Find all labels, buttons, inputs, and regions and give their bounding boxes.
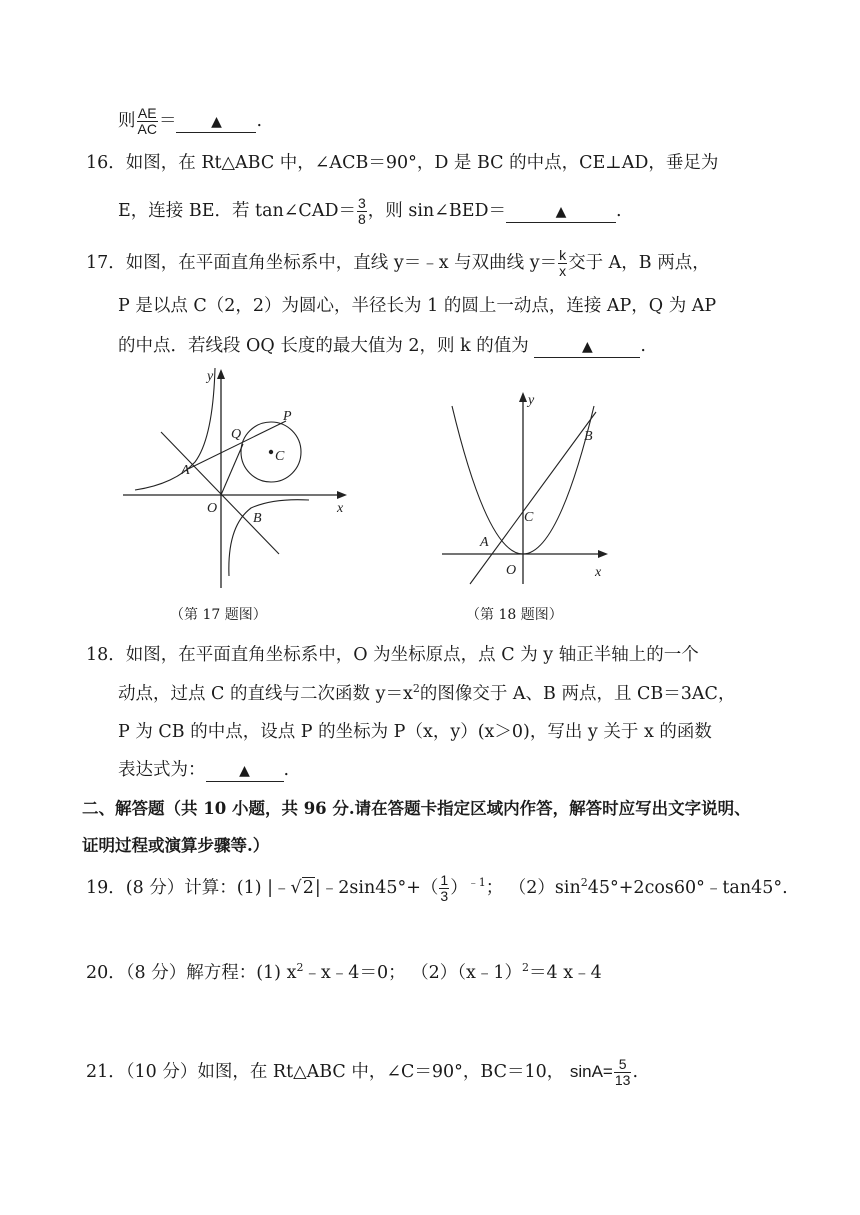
- figure-17: [115, 366, 355, 596]
- fig17-label-B: B: [253, 511, 262, 526]
- q19-prefix: 19．(8 分）计算：(1) |﹣: [86, 878, 291, 898]
- q19-part2-a: ； （2）sin: [485, 878, 581, 898]
- q16-text-a: E，连接 BE．若 tan∠CAD＝: [118, 201, 356, 221]
- q19-mid: |﹣2sin45°+（: [314, 878, 439, 898]
- fig17-caption: （第 17 题图）: [170, 607, 267, 623]
- q21-a: 21．（10 分）如图，在 Rt△ABC 中，∠C＝90°，BC＝10，: [86, 1062, 565, 1082]
- q18-line-4: [118, 758, 289, 782]
- q20-sup-2: 2: [522, 961, 530, 975]
- q16-line-2: [118, 196, 622, 227]
- answer-triangle-icon: ▲: [239, 763, 250, 779]
- q17-frac-den: x: [559, 263, 567, 279]
- section2-heading-line-2: 证明过程或演算步骤等.）: [82, 836, 270, 855]
- q18-text-b: 的图像交于 A、B 两点，且 CB＝3AC，: [419, 684, 736, 704]
- fig17-label-y: y: [207, 369, 214, 384]
- q19-fraction: [439, 873, 449, 904]
- fig18-label-y: y: [528, 393, 535, 408]
- q15-prefix: 则: [118, 111, 136, 131]
- q21-frac-den: 13: [614, 1072, 631, 1088]
- fig18-label-O: O: [506, 563, 517, 578]
- q19-sup: ﹣1: [467, 876, 486, 890]
- section2-heading-line-1: 二、解答题（共 10 小题，共 96 分.请在答题卡指定区域内作答，解答时应写出文字说明、: [82, 799, 751, 818]
- q16-frac-num: 3: [358, 195, 366, 211]
- q20-c: ＝4 x﹣4: [529, 963, 602, 983]
- q18-text-a: 动点，过点 C 的直线与二次函数 y＝x: [118, 684, 413, 704]
- answer-triangle-icon: ▲: [555, 204, 567, 220]
- q16-line-1: 16．如图，在 Rt△ABC 中，∠ACB＝90°，D 是 BC 的中点，CE⊥AD，垂足为: [86, 153, 719, 173]
- fig18-label-C: C: [524, 510, 534, 525]
- fig18-caption: （第 18 题图）: [466, 607, 563, 623]
- figure-18: [440, 388, 640, 598]
- q19-frac-num: 1: [440, 872, 449, 888]
- q21-end: .: [632, 1062, 639, 1082]
- q19-frac-den: 3: [440, 888, 449, 904]
- q18-line-1: 18．如图，在平面直角坐标系中，O 为坐标原点，点 C 为 y 轴正半轴上的一个: [86, 645, 699, 665]
- q20-a: 20．（8 分）解方程：(1) x: [86, 963, 297, 983]
- q18-text-4: 表达式为：: [118, 760, 206, 780]
- q19-part2-sup: 2: [580, 876, 588, 890]
- answer-triangle-icon: ▲: [211, 114, 222, 130]
- answer-triangle-icon: ▲: [581, 339, 593, 355]
- q15-frac-den: AC: [137, 121, 157, 137]
- q18-line-2: [118, 682, 735, 706]
- q18-end: .: [283, 760, 290, 780]
- q15-eq: ＝: [158, 111, 177, 131]
- q17-line-1: [86, 248, 710, 279]
- q21-line: [86, 1057, 638, 1088]
- q21-sin-label: sinA=: [569, 1062, 613, 1081]
- sqrt-icon: √: [290, 878, 302, 898]
- q17-text-b: 交于 A，B 两点，: [568, 253, 710, 273]
- fig18-label-A: A: [480, 535, 489, 550]
- q15-frac-num: AE: [137, 105, 157, 121]
- q17-end: .: [640, 336, 646, 356]
- fig17-label-P: P: [283, 409, 292, 424]
- q18-answer-blank[interactable]: [206, 760, 284, 782]
- q17-text-a: 17．如图，在平面直角坐标系中，直线 y＝﹣x 与双曲线 y＝: [86, 253, 558, 273]
- q16-end: .: [616, 201, 622, 221]
- fig17-label-Q: Q: [231, 427, 242, 442]
- q20-line: [86, 961, 602, 985]
- q21-fraction: [614, 1057, 632, 1088]
- fig17-label-C: C: [275, 449, 285, 464]
- q21-frac-num: 5: [614, 1057, 632, 1073]
- q15-end: .: [256, 111, 263, 131]
- q19-sqrt-arg: 2: [302, 878, 314, 898]
- q15-fraction: [137, 106, 158, 137]
- q19-part2-b: 45°+2cos60°﹣tan45°.: [587, 878, 788, 898]
- fig18-label-B: B: [584, 429, 593, 444]
- fig17-label-x: x: [337, 501, 344, 516]
- fig17-label-O: O: [207, 501, 218, 516]
- fig18-label-x: x: [595, 565, 602, 580]
- q19-line: [86, 873, 788, 904]
- q16-answer-blank[interactable]: [506, 201, 616, 223]
- q20-sup-1: 2: [296, 961, 304, 975]
- q17-frac-num: k: [559, 247, 567, 263]
- q17-text-3: 的中点．若线段 OQ 长度的最大值为 2，则 k 的值为: [118, 336, 529, 356]
- q16-fraction: [357, 196, 367, 227]
- q16-frac-den: 8: [358, 211, 366, 227]
- q17-line-2: P 是以点 C（2，2）为圆心，半径长为 1 的圆上一动点，连接 AP，Q 为 AP: [118, 296, 717, 316]
- fig17-label-A: A: [181, 463, 190, 478]
- q17-answer-blank[interactable]: [534, 336, 640, 358]
- q17-fraction: [558, 248, 567, 279]
- q18-sup: 2: [412, 682, 420, 696]
- q15-answer-line: [118, 106, 262, 137]
- q20-b: ﹣x﹣4＝0； （2）（x﹣1）: [303, 963, 523, 983]
- q18-line-3: P 为 CB 的中点，设点 P 的坐标为 P（x，y）(x＞0)，写出 y 关于 x 的函数: [118, 722, 712, 742]
- q16-text-b: ，则 sin∠BED＝: [367, 201, 507, 221]
- q17-line-3: [118, 334, 646, 358]
- q15-answer-blank[interactable]: [176, 111, 256, 133]
- q19-after-frac: ）: [450, 878, 468, 898]
